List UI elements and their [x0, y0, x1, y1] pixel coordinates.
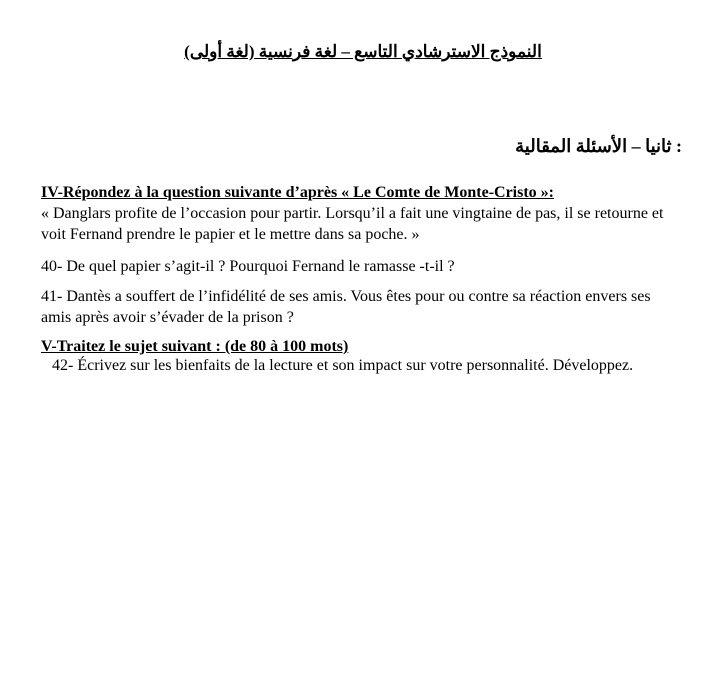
question-41: 41- Dantès a souffert de l’infidélité de ses amis. Vous êtes pour ou contre sa réaction envers ses amis après avoir s’évader de la prison ?	[41, 288, 651, 326]
part-v-heading: V-Traitez le sujet suivant : (de 80 à 100 mots)	[41, 338, 349, 355]
question-40: 40- De quel papier s’agit-il ? Pourquoi Fernand le ramasse -t-il ?	[41, 258, 455, 275]
part-iv-quote: « Danglars profite de l’occasion pour partir. Lorsqu’il a fait une vingtaine de pas, il se retourne et voit Fernand prendre le papier et le mettre dans sa poche. »	[41, 205, 664, 243]
question-42: 42- Écrivez sur les bienfaits de la lecture et son impact sur votre personnalité. Développez.	[52, 357, 634, 374]
page-title: النموذج الاسترشادي التاسع – لغة فرنسية (لغة أولى)	[184, 42, 542, 61]
part-iv-heading: IV-Répondez à la question suivante d’après « Le Comte de Monte-Cristo »:	[41, 184, 554, 201]
section-heading: : ثانيا – الأسئلة المقالية	[515, 136, 682, 156]
